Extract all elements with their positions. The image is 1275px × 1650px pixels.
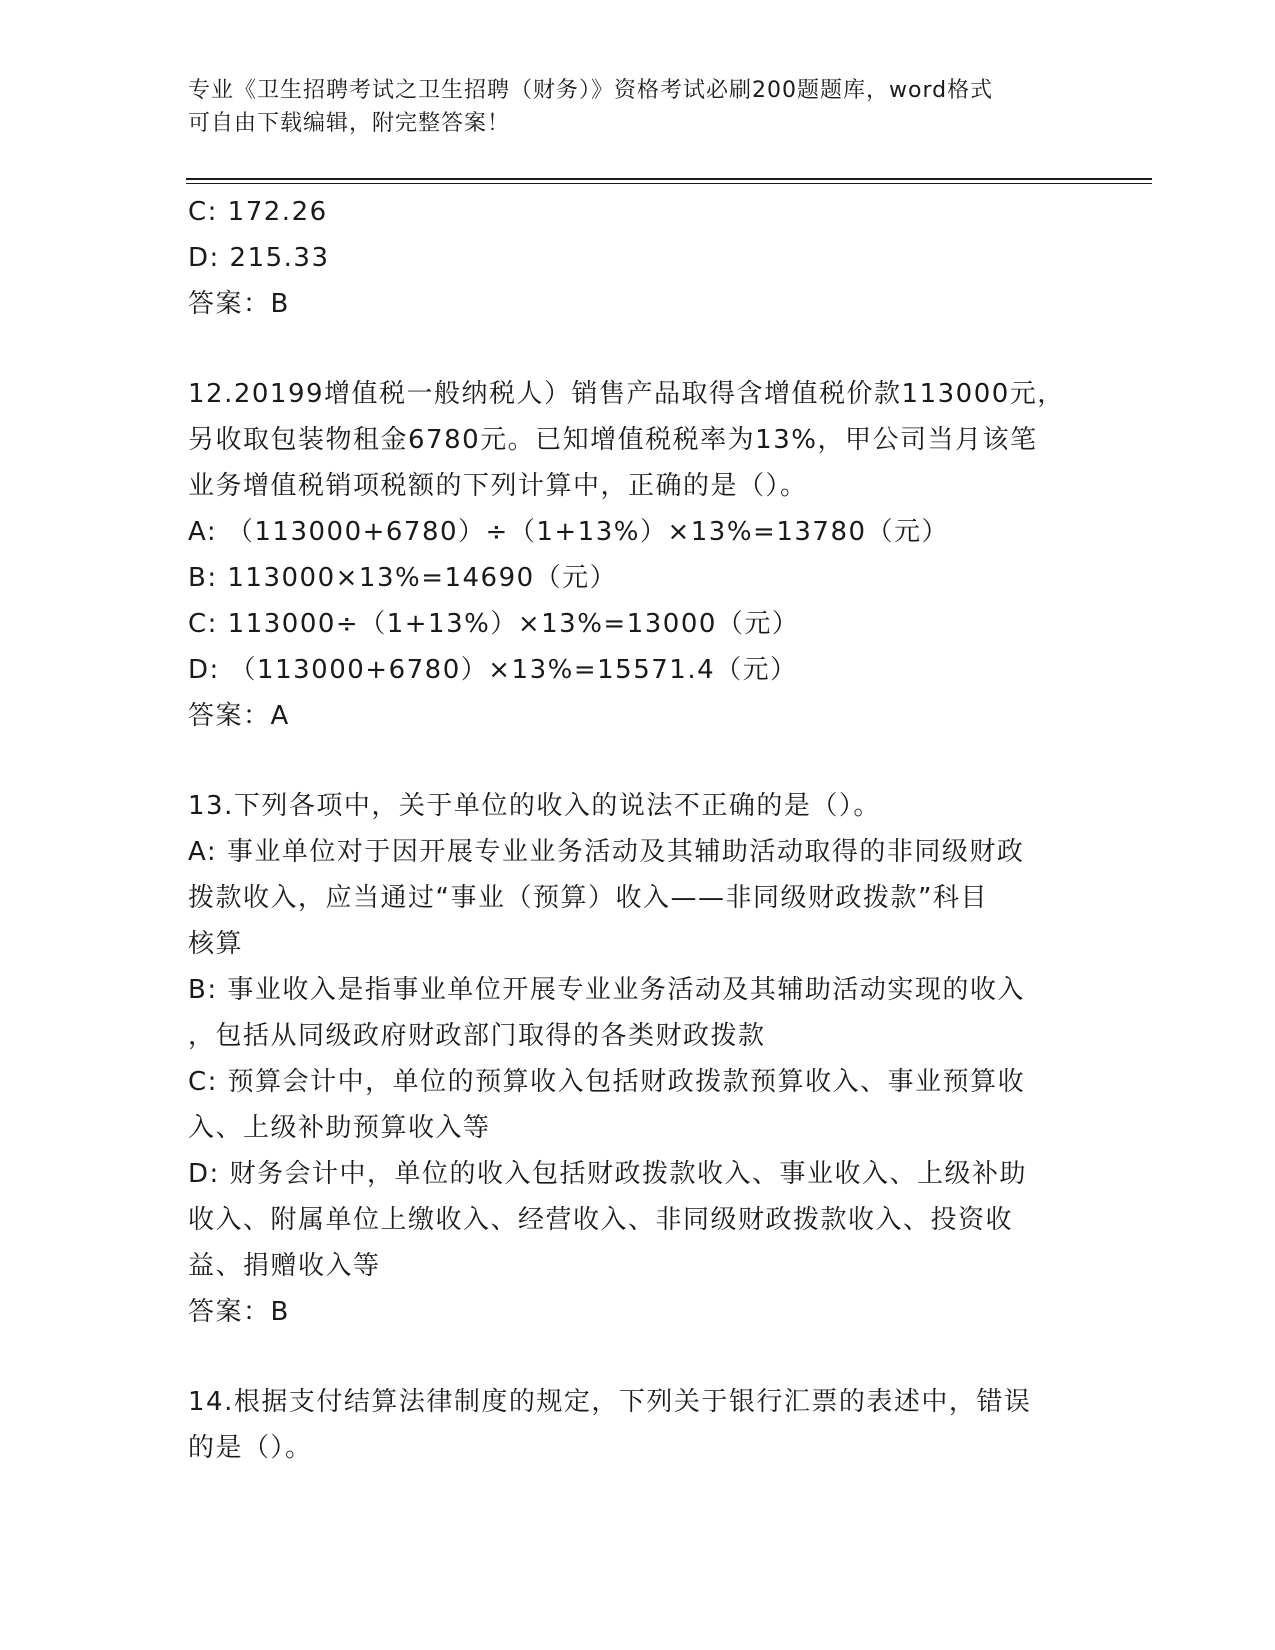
spacer	[188, 739, 1088, 783]
option-d: D: 财务会计中，单位的收入包括财政拨款收入、事业收入、上级补助	[188, 1159, 1028, 1189]
question-11-tail	[188, 189, 1088, 327]
option-d-continued: 收入、附属单位上缴收入、经营收入、非同级财政拨款收入、投资收	[188, 1205, 1014, 1235]
option-d: D: 215.33	[188, 243, 330, 273]
option-b: B: 事业收入是指事业单位开展专业业务活动及其辅助活动实现的收入	[188, 975, 1025, 1005]
option-c: C: 113000÷（1+13%）×13%=13000（元）	[188, 609, 800, 639]
spacer	[188, 327, 1088, 371]
option-c-continued: 入、上级补助预算收入等	[188, 1113, 491, 1143]
answer-line: 答案：A	[188, 701, 290, 731]
question-12	[188, 371, 1088, 739]
question-14	[188, 1379, 1088, 1471]
option-b-continued: ，包括从同级政府财政部门取得的各类财政拨款	[188, 1021, 766, 1051]
option-a: A: 事业单位对于因开展专业业务活动及其辅助活动取得的非同级财政	[188, 837, 1025, 867]
option-c: C: 172.26	[188, 197, 328, 227]
question-13	[188, 783, 1088, 1335]
header-title-line-1: 专业《卫生招聘考试之卫生招聘（财务）》资格考试必刷200题题库，word格式	[188, 78, 994, 103]
question-stem-line: 的是（）。	[188, 1433, 313, 1463]
header-title-line-2: 可自由下载编辑，附完整答案！	[188, 111, 511, 136]
option-b: B: 113000×13%=14690（元）	[188, 563, 618, 593]
question-content	[188, 189, 1088, 1471]
header-divider-thick	[186, 178, 1152, 180]
option-a-continued: 拨款收入，应当通过“事业（预算）收入——非同级财政拨款”科目	[188, 883, 988, 913]
document-header	[188, 74, 1068, 140]
option-d-continued: 益、捐赠收入等	[188, 1251, 381, 1281]
option-a: A: （113000+6780）÷（1+13%）×13%=13780（元）	[188, 517, 950, 547]
question-stem-line: 13.下列各项中，关于单位的收入的说法不正确的是（）。	[188, 791, 881, 821]
option-c: C: 预算会计中，单位的预算收入包括财政拨款预算收入、事业预算收	[188, 1067, 1026, 1097]
question-stem-line: 业务增值税销项税额的下列计算中，正确的是（）。	[188, 471, 808, 501]
spacer	[188, 1335, 1088, 1379]
option-a-continued: 核算	[188, 929, 244, 959]
header-divider-thin	[186, 183, 1152, 184]
question-stem-line: 另收取包装物租金6780元。已知增值税税率为13%，甲公司当月该笔	[188, 425, 1038, 455]
answer-line: 答案：B	[188, 1297, 290, 1327]
question-stem-line: 14.根据支付结算法律制度的规定，下列关于银行汇票的表述中，错误	[188, 1387, 1032, 1417]
answer-line: 答案：B	[188, 289, 290, 319]
option-d: D: （113000+6780）×13%=15571.4（元）	[188, 655, 798, 685]
question-stem-line: 12.20199增值税一般纳税人）销售产品取得含增值税价款113000元，	[188, 379, 1065, 409]
